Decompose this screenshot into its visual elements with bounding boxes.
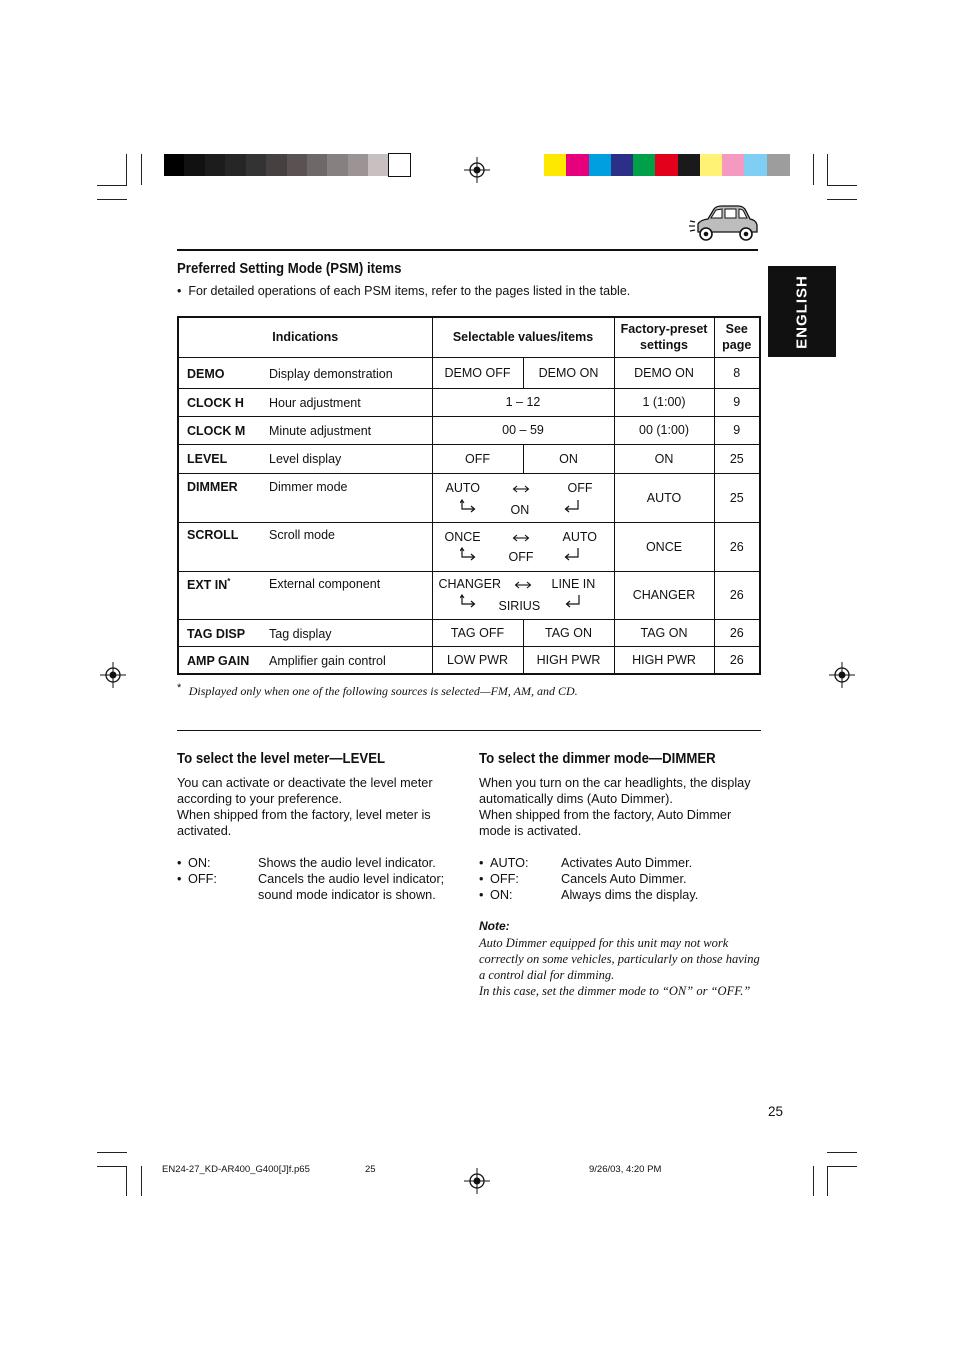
indication-cell [178, 571, 432, 619]
section-divider [177, 730, 761, 731]
footnote-text: Displayed only when one of the following sources is selected—FM, AM, and CD. [188, 684, 578, 698]
option-text: Always dims the display. [561, 888, 699, 902]
item-code: CLOCK M [187, 423, 246, 438]
cycle-value: CHANGER [438, 576, 502, 591]
header-factory [614, 317, 714, 357]
table-row [178, 619, 760, 646]
page-cell: 26 [714, 646, 760, 674]
header-see-line2: page [722, 338, 752, 353]
bullet: • [479, 888, 484, 902]
color-swatch [348, 154, 369, 176]
cycle-value: AUTO [445, 480, 480, 495]
option-text: Shows the audio level indicator. [258, 856, 436, 870]
value-cell: 1 – 12 [432, 388, 614, 416]
down-left-arrow-icon [565, 594, 581, 608]
color-swatch [767, 154, 790, 176]
cycle-value: SIRIUS [498, 598, 541, 613]
car-icon [688, 202, 760, 244]
item-code: SCROLL [187, 527, 239, 542]
bullet: • [479, 856, 484, 870]
color-swatch [566, 154, 589, 176]
color-swatch [327, 154, 348, 176]
indication-cell [178, 416, 432, 444]
page-cell: 9 [714, 416, 760, 444]
psm-table [177, 316, 761, 675]
item-description: Hour adjustment [269, 395, 361, 410]
registration-mark-icon [829, 662, 855, 688]
preset-cell: DEMO ON [614, 357, 714, 388]
table-row [178, 522, 760, 571]
cycle-cell [432, 571, 614, 619]
note-body [479, 935, 761, 999]
cycle-value: ONCE [444, 529, 481, 544]
item-description: Scroll mode [269, 527, 335, 542]
color-swatch [205, 154, 226, 176]
table-header-row [178, 317, 760, 357]
table-row [178, 571, 760, 619]
table-row [178, 416, 760, 444]
bullet: • [177, 856, 182, 870]
color-swatch [246, 154, 267, 176]
value-cell: DEMO ON [523, 357, 614, 388]
color-swatch [225, 154, 246, 176]
dimmer-section-body [479, 775, 761, 839]
dimmer-section-title: To select the dimmer mode—DIMMER [479, 750, 716, 767]
level-options-list [177, 855, 457, 903]
option-text: Cancels the audio level indicator; sound mode indicator is shown. [258, 872, 445, 902]
list-item [479, 871, 761, 887]
color-swatch [722, 154, 745, 176]
cycle-cell [432, 473, 614, 522]
table-row [178, 473, 760, 522]
bullet: • [479, 872, 484, 886]
item-description: External component [269, 576, 381, 591]
note-paragraph-1: Auto Dimmer equipped for this unit may not work correctly on some vehicles, particularly on those having a control dial for dimming. [479, 936, 760, 982]
color-swatch [287, 154, 308, 176]
language-tab [768, 266, 836, 357]
color-swatch [655, 154, 678, 176]
color-swatch [700, 154, 723, 176]
footer-page: 25 [365, 1164, 376, 1175]
item-description: Display demonstration [269, 366, 393, 381]
header-indications: Indications [178, 317, 432, 357]
header-factory-line1: Factory-preset [620, 322, 708, 337]
preset-cell: AUTO [614, 473, 714, 522]
color-swatch [589, 154, 612, 176]
indication-cell [178, 444, 432, 473]
value-cell: TAG ON [523, 619, 614, 646]
color-swatch [678, 154, 701, 176]
option-key: ON: [188, 856, 211, 870]
cycle-value: AUTO [562, 529, 597, 544]
page-cell: 25 [714, 444, 760, 473]
preset-cell: CHANGER [614, 571, 714, 619]
double-arrow-icon [512, 533, 530, 543]
cycle-value: OFF [508, 549, 534, 564]
item-code: LEVEL [187, 451, 228, 466]
indication-cell [178, 357, 432, 388]
value-cell: TAG OFF [432, 619, 523, 646]
table-row [178, 388, 760, 416]
preset-cell: TAG ON [614, 619, 714, 646]
item-description: Tag display [269, 626, 332, 641]
color-swatch [744, 154, 767, 176]
cycle-value: LINE IN [551, 576, 596, 591]
preset-cell: ONCE [614, 522, 714, 571]
language-tab-label: ENGLISH [793, 274, 811, 349]
indication-cell [178, 522, 432, 571]
list-item [479, 855, 761, 871]
color-swatch [389, 154, 410, 176]
footer-file: EN24-27_KD-AR400_G400[J]f.p65 [162, 1164, 310, 1175]
indication-cell [178, 619, 432, 646]
header-factory-line2: settings [640, 338, 688, 353]
down-right-arrow-icon [460, 594, 476, 608]
top-rule [177, 249, 758, 251]
option-key: OFF: [490, 872, 519, 886]
page-cell: 26 [714, 571, 760, 619]
registration-mark-icon [464, 1168, 490, 1194]
level-paragraph-2: When shipped from the factory, level meter is activated. [177, 808, 431, 838]
item-description: Dimmer mode [269, 479, 348, 494]
list-item [177, 871, 457, 903]
psm-section-title: Preferred Setting Mode (PSM) items [177, 260, 402, 277]
page-cell: 25 [714, 473, 760, 522]
footer-date: 9/26/03, 4:20 PM [589, 1164, 662, 1175]
cycle-value: OFF [567, 480, 593, 495]
header-see-page [714, 317, 760, 357]
double-arrow-icon [512, 484, 530, 494]
color-swatch [633, 154, 656, 176]
psm-intro-text: For detailed operations of each PSM items, refer to the pages listed in the table. [188, 284, 631, 298]
item-code: EXT IN [187, 577, 228, 592]
item-description: Minute adjustment [269, 423, 372, 438]
page-cell: 8 [714, 357, 760, 388]
dimmer-paragraph-1: When you turn on the car headlights, the display automatically dims (Auto Dimmer). [479, 776, 751, 806]
preset-cell: HIGH PWR [614, 646, 714, 674]
double-arrow-icon [514, 580, 532, 590]
table-row [178, 444, 760, 473]
bullet: • [177, 872, 182, 886]
color-swatch [368, 154, 389, 176]
item-code: CLOCK H [187, 395, 244, 410]
level-section-body [177, 775, 452, 839]
list-item [479, 887, 761, 903]
note-heading: Note: [479, 919, 510, 933]
footnote-mark: * [177, 682, 182, 694]
preset-cell: 1 (1:00) [614, 388, 714, 416]
footnote-mark: * [227, 576, 231, 586]
value-cell: HIGH PWR [523, 646, 614, 674]
registration-mark-icon [100, 662, 126, 688]
color-swatch [266, 154, 287, 176]
color-swatch [611, 154, 634, 176]
psm-intro [177, 284, 630, 298]
page-cell: 26 [714, 522, 760, 571]
color-swatch [164, 154, 185, 176]
page-cell: 26 [714, 619, 760, 646]
color-swatch [307, 154, 328, 176]
page-cell: 9 [714, 388, 760, 416]
item-code: DEMO [187, 366, 225, 381]
color-swatch [184, 154, 205, 176]
cycle-cell [432, 522, 614, 571]
item-description: Amplifier gain control [269, 653, 386, 668]
value-cell: DEMO OFF [432, 357, 523, 388]
down-left-arrow-icon [564, 547, 580, 561]
indication-cell [178, 473, 432, 522]
table-row [178, 357, 760, 388]
table-footnote [177, 682, 578, 700]
option-text: Cancels Auto Dimmer. [561, 872, 687, 886]
header-selectable: Selectable values/items [432, 317, 614, 357]
preset-cell: ON [614, 444, 714, 473]
value-cell: ON [523, 444, 614, 473]
level-paragraph-1: You can activate or deactivate the level meter according to your preference. [177, 776, 433, 806]
item-code: TAG DISP [187, 626, 246, 641]
registration-mark-icon [464, 157, 490, 183]
preset-cell: 00 (1:00) [614, 416, 714, 444]
option-key: ON: [490, 888, 513, 902]
option-text: Activates Auto Dimmer. [561, 856, 693, 870]
value-cell: OFF [432, 444, 523, 473]
item-code: DIMMER [187, 479, 238, 494]
level-section-title: To select the level meter—LEVEL [177, 750, 386, 767]
note-paragraph-2: In this case, set the dimmer mode to “ON” or “OFF.” [479, 984, 751, 998]
dimmer-options-list [479, 855, 761, 903]
down-left-arrow-icon [564, 499, 580, 513]
item-description: Level display [269, 451, 342, 466]
header-see-line1: See [725, 322, 748, 337]
value-cell: 00 – 59 [432, 416, 614, 444]
indication-cell [178, 646, 432, 674]
page-number: 25 [768, 1104, 784, 1119]
down-right-arrow-icon [460, 547, 476, 561]
color-swatch [544, 154, 567, 176]
list-item [177, 855, 457, 871]
value-cell: LOW PWR [432, 646, 523, 674]
option-key: AUTO: [490, 856, 529, 870]
down-right-arrow-icon [460, 499, 476, 513]
dimmer-paragraph-2: When shipped from the factory, Auto Dimmer mode is activated. [479, 808, 732, 838]
bullet: • [177, 284, 189, 298]
option-key: OFF: [188, 872, 217, 886]
cycle-value: ON [510, 502, 530, 517]
table-row [178, 646, 760, 674]
item-code: AMP GAIN [187, 653, 250, 668]
indication-cell [178, 388, 432, 416]
